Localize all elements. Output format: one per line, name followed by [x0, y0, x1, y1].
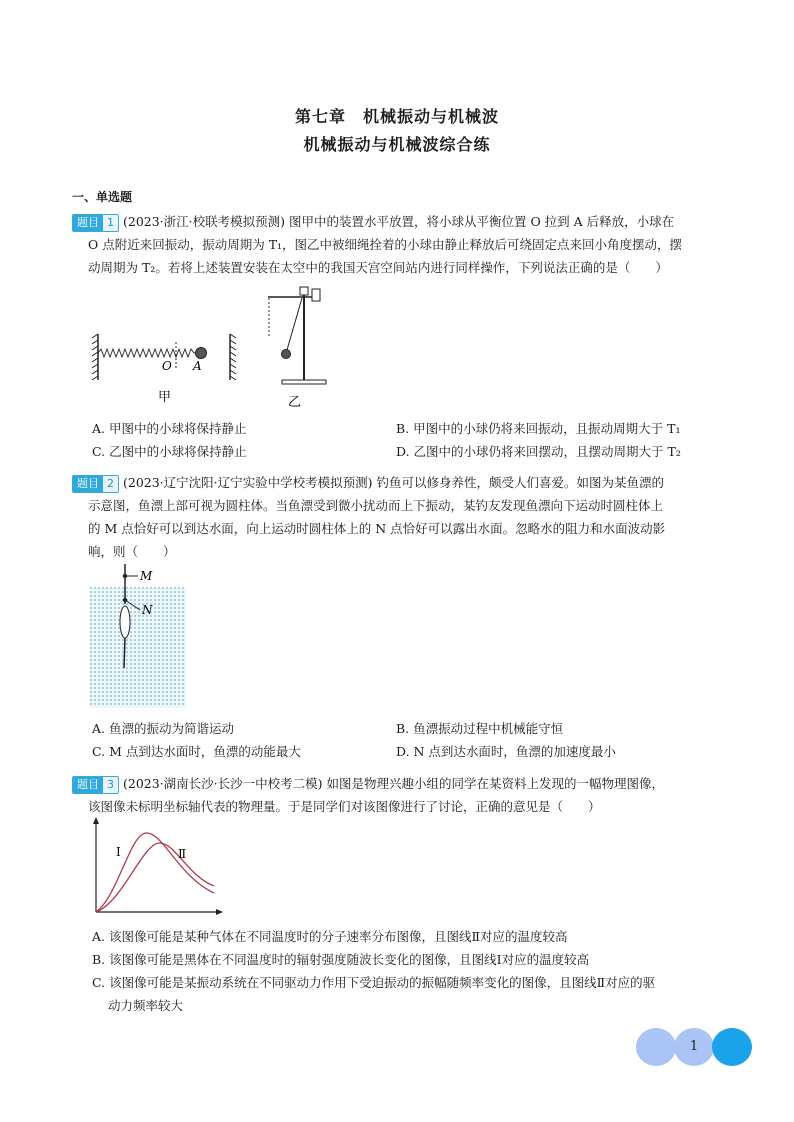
q1-option-c[interactable]: C. 乙图中的小球将保持静止 — [92, 444, 247, 459]
question-tag: 题目 3 — [72, 776, 119, 794]
pendulum-bob — [282, 350, 291, 359]
q3-option-b[interactable]: B. 该图像可能是黑体在不同温度时的辐射强度随波长变化的图像，且图线Ⅰ对应的温度较高 — [92, 952, 590, 967]
q2-option-c[interactable]: C. M 点到达水面时，鱼漂的动能最大 — [92, 744, 301, 759]
question-2-line-3: 的 M 点恰好可以到达水面，向上运动时圆柱体上的 N 点恰好可以露出水面。忽略水的阻力和水面波动影 — [88, 521, 666, 536]
label-m: M — [140, 569, 153, 583]
q1-option-a[interactable]: A. 甲图中的小球将保持静止 — [92, 421, 247, 436]
q1-option-d[interactable]: D. 乙图中的小球仍将来回摆动，且摆动周期大于 T₂ — [396, 444, 681, 459]
question-3-line-2: 该图像未标明坐标轴代表的物理量。于是同学们对该图像进行了讨论，正确的意见是（ ） — [88, 799, 601, 814]
q3-option-c[interactable]: C. 该图像可能是某振动系统在不同驱动力作用下受迫振动的振幅随频率变化的图像，且图线Ⅱ对应的驱 — [92, 975, 656, 990]
q3-option-c-cont: 动力频率较大 — [108, 998, 184, 1013]
question-1-line-2: O 点附近来回振动，振动周期为 T₁，图乙中被细绳拴着的小球由静止释放后可绕固定点来回小角度摆动，摆 — [88, 237, 683, 252]
q2-option-d[interactable]: D. N 点到达水面时，鱼漂的加速度最小 — [396, 744, 616, 759]
q2-option-a[interactable]: A. 鱼漂的振动为简谐运动 — [92, 721, 234, 736]
question-2-line-4: 响，则（ ） — [88, 544, 176, 559]
question-1-line-3: 动周期为 T₂。若将上述装置安装在太空中的我国天宫空间站内进行同样操作，下列说法正确的是（ ） — [88, 260, 668, 275]
question-tag: 题目 2 — [72, 475, 119, 493]
label-a: A — [193, 359, 202, 373]
question-2-line-2: 示意图，鱼漂上部可视为圆柱体。当鱼漂受到微小扰动而上下振动，某钓友发现鱼漂向下运动时圆柱体上 — [88, 498, 664, 513]
figure-pendulum — [262, 282, 328, 408]
question-1 — [72, 210, 732, 233]
page-number: 1 — [674, 1028, 714, 1066]
q3-option-a[interactable]: A. 该图像可能是某种气体在不同温度时的分子速率分布图像，且图线Ⅱ对应的温度较高 — [92, 929, 568, 944]
question-3-line-1: (2023·湖南长沙·长沙一中校考二模) 如图是物理兴趣小组的同学在某资料上发现的一幅物理图像， — [122, 776, 664, 791]
q1-option-b[interactable]: B. 甲图中的小球仍将来回振动，且振动周期大于 T₁ — [396, 421, 681, 436]
section-heading: 一、单选题 — [72, 190, 133, 204]
question-2 — [72, 471, 732, 494]
figure-distribution-curves — [88, 816, 224, 918]
page-subtitle: 机械振动与机械波综合练 — [303, 135, 491, 154]
page-badge-left-circle — [636, 1028, 676, 1066]
figure-fishing-float — [90, 564, 190, 709]
figure-spring-oscillator — [90, 328, 240, 408]
question-1-line-1: (2023·浙江·校联考模拟预测) 图甲中的装置水平放置，将小球从平衡位置 O 拉到 A 后释放，小球在 — [122, 214, 675, 229]
ball — [196, 348, 207, 359]
label-o: O — [162, 359, 172, 373]
label-jia: 甲 — [158, 390, 172, 405]
question-3 — [72, 772, 732, 795]
question-tag: 题目 1 — [72, 214, 119, 232]
chapter-title: 第七章 机械振动与机械波 — [294, 107, 499, 126]
label-curve-2: Ⅱ — [178, 847, 187, 861]
label-yi: 乙 — [288, 395, 302, 408]
q2-option-b[interactable]: B. 鱼漂振动过程中机械能守恒 — [396, 721, 564, 736]
page-badge-right-circle — [712, 1028, 752, 1066]
label-n: N — [142, 603, 153, 617]
question-2-line-1: (2023·辽宁沈阳·辽宁实验中学校考模拟预测) 钓鱼可以修身养性，颇受人们喜爱。如图为某鱼漂的 — [122, 475, 664, 490]
label-curve-1: Ⅰ — [116, 845, 121, 859]
curve-2 — [96, 843, 214, 912]
